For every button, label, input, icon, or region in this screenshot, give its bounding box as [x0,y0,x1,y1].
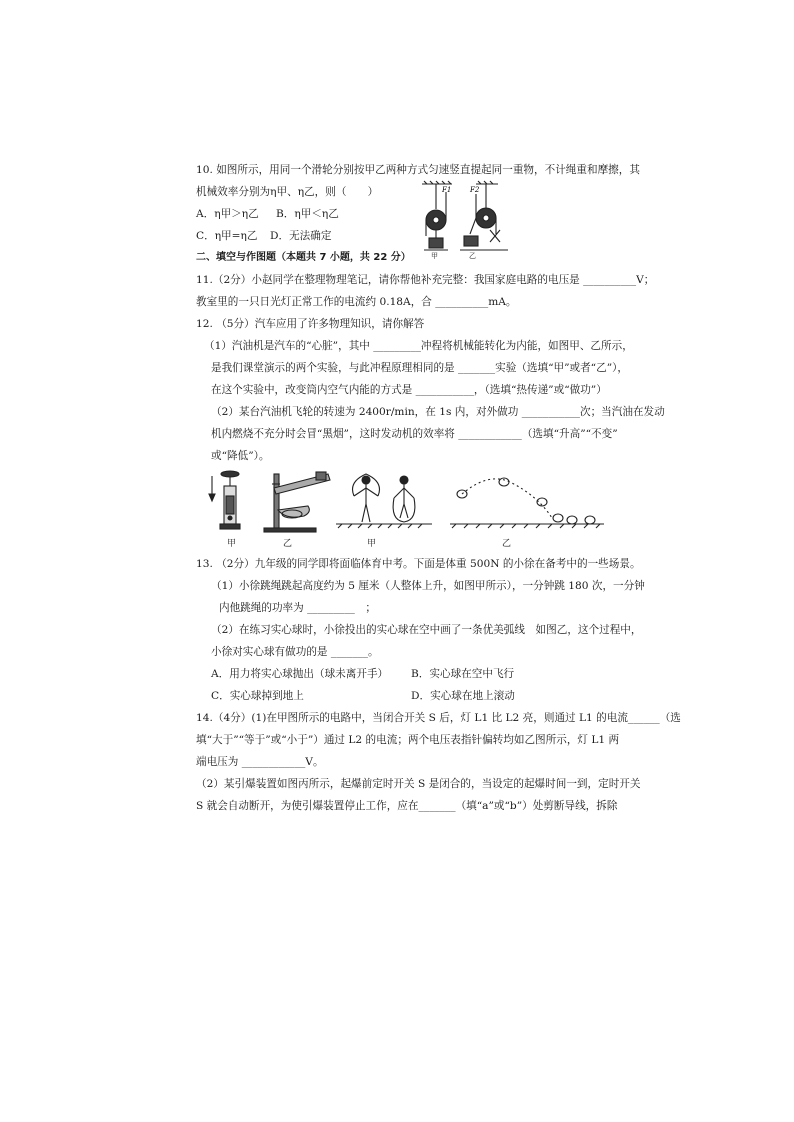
q14-line2: 填“大于”“等于”或“小于”）通过 L2 的电流；两个电压表指针偏转均如乙图所示，灯 L1 两 [196,734,620,746]
q13-option-c: C．实心球掉到地上 [211,690,304,702]
q11-line2: 教室里的一只日光灯正常工作的电流约 0.18A，合 __________mA。 [196,296,517,308]
q14-line4: （2）某引爆装置如图丙所示，起爆前定时开关 S 是闭合的，当设定的起爆时间一到，定时开关 [196,778,641,790]
q12-line6: 机内燃烧不充分时会冒“黑烟”，这时发动机的效率将 ____________（选填“升高”“不变” [211,428,618,440]
q12-line5: （2）某台汽油机飞轮的转速为 2400r/min，在 1s 内，对外做功 ___________次；当汽油在发动 [211,406,665,418]
label-f2: F2 [470,186,480,194]
q10-stem-line2: 机械效率分别为η甲、η乙，则（ ） [196,186,379,198]
q13-figure-caption-yi: 乙 [502,539,512,549]
q11-line1: 11.（2分）小赵同学在整理物理笔记，请你帮他补充完整：我国家庭电路的电压是 __________V； [196,274,655,286]
q13-option-b: B．实心球在空中飞行 [411,668,515,680]
pulley-figure [418,180,522,258]
q14-line3: 端电压为 ____________V。 [196,756,324,768]
q12-line3: 是我们课堂演示的两个实验，与此冲程原理相同的是 _______实验（选填“甲”或者“乙”）， [211,362,628,374]
q12-experiment-figures [208,466,334,540]
q12-line4: 在这个实验中，改变筒内空气内能的方式是 ___________，（选填“热传递”或“做功”） [211,384,607,396]
q12-figure-caption-jia: 甲 [227,539,237,549]
pulley-caption-jia: 甲 [431,252,438,260]
q13-line4: （2）在练习实心球时，小徐投出的实心球在空中画了一条优美弧线 如图乙，这个过程中， [211,624,642,636]
q10-option-a: A．η甲＞η乙 [196,208,259,220]
q13-option-d: D．实心球在地上滚动 [411,690,515,702]
q13-line5: 小徐对实心球有做功的是 _______。 [211,646,379,658]
q10-option-d: D．无法确定 [270,230,332,242]
pulley-caption-yi: 乙 [469,252,476,260]
label-f1: F1 [442,186,452,194]
q12-figure-caption-yi: 乙 [283,539,293,549]
section-2-heading: 二、填空与作图题（本题共 7 小题，共 22 分） [196,252,411,263]
q10-option-c: C．η甲=η乙 [196,230,258,242]
q14-line5: S 就会自动断开，为使引爆装置停止工作，应在_______（填“a”或“b”）处剪断导线，拆除 [196,800,618,812]
q12-line7: 或“降低”）。 [211,450,270,462]
q10-stem-line1: 10. 如图所示，用同一个滑轮分别按甲乙两种方式匀速竖直提起同一重物，不计绳重和摩擦，其 [196,164,640,176]
q12-line2: （1）汽油机是汽车的“心脏”，其中 _________冲程将机械能转化为内能，如图甲、乙所示， [204,340,633,352]
q13-line1: 13. （2分）九年级的同学即将面临体育中考。下面是体重 500N 的小徐在备考中的一些场景。 [196,558,641,570]
q13-jump-rope-figure [334,472,434,534]
q13-option-a: A．用力将实心球抛出（球未离开手） [211,668,389,680]
q12-line1: 12. （5分）汽车应用了许多物理知识，请你解答 [196,318,425,330]
q13-ball-trajectory-figure [448,474,606,532]
q14-line1: 14.（4分）(1)在甲图所示的电路中，当闭合开关 S 后，灯 L1 比 L2 亮，则通过 L1 的电流______（选 [196,712,681,724]
q13-figure-caption-jia-top: 甲 [367,539,377,549]
q13-line3: 内他跳绳的功率为 _________ ； [219,602,376,614]
q10-option-b: B．η甲＜η乙 [276,208,339,220]
q13-line2: （1）小徐跳绳跳起高度约为 5 厘米（人整体上升，如图甲所示），一分钟跳 180 次，一分钟 [211,580,645,592]
